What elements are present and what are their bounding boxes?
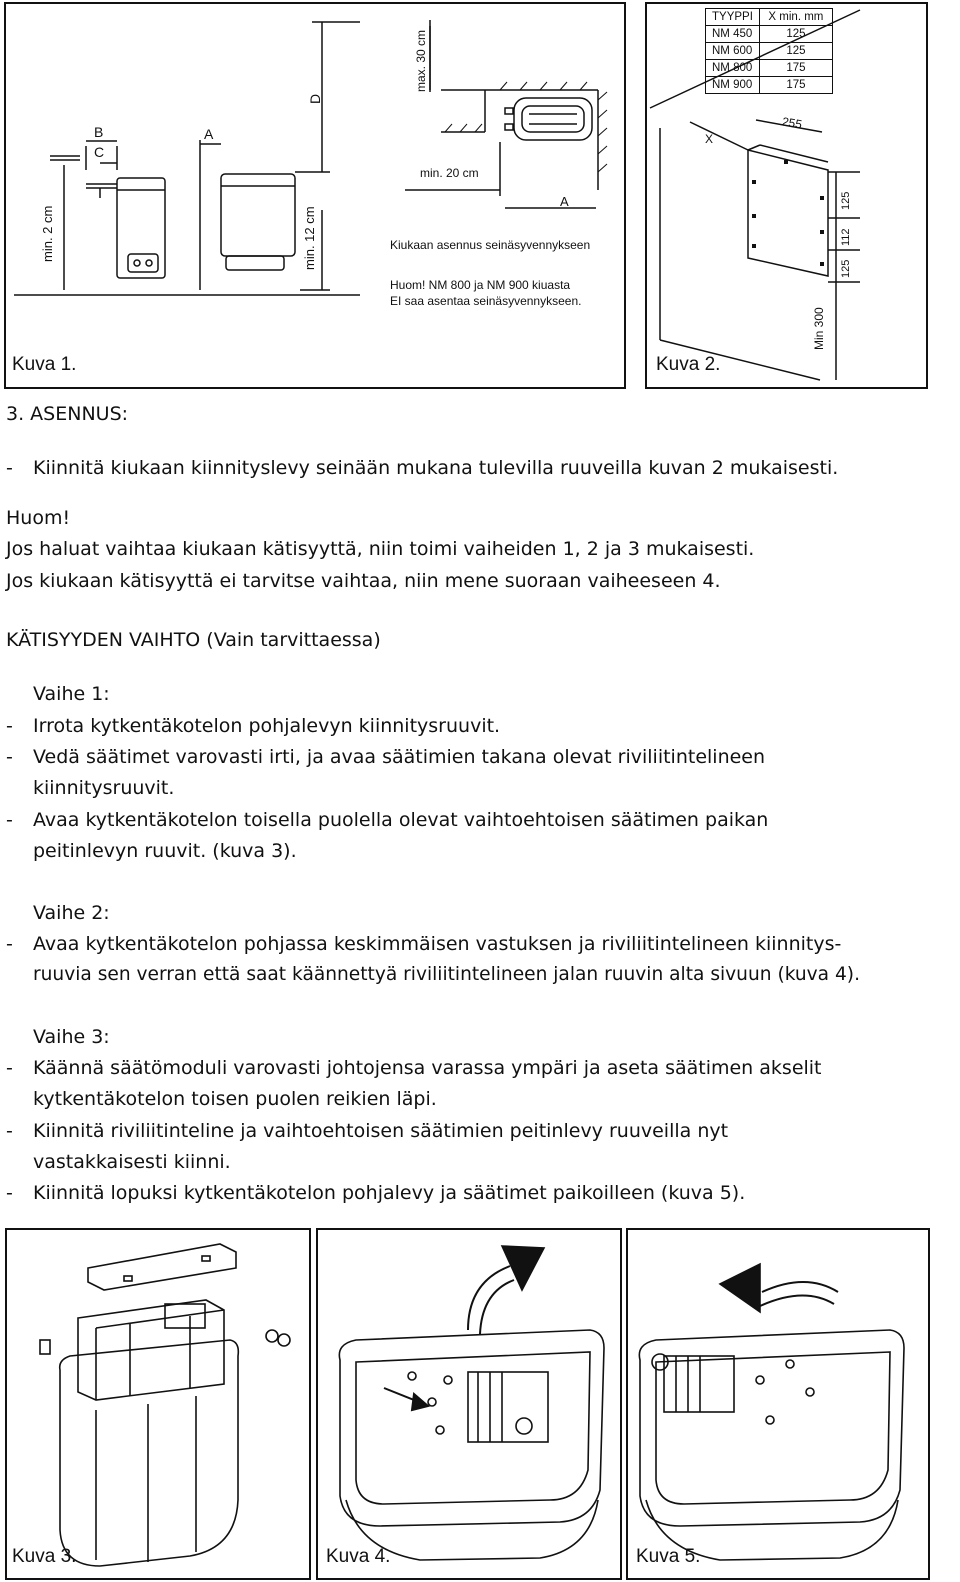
phase-3-step-2b: vastakkaisesti kiinni. [33,1151,231,1173]
dim-min300-label: Min 300 [812,307,826,350]
phase-3-step-2a: Kiinnitä riviliitinteline ja vaihtoehtoisen säätimien peitinlevy ruuveilla nyt [33,1120,729,1142]
figure-4-panel [316,1228,622,1580]
figure-2-caption: Kuva 2. [656,354,721,375]
bullet-dash: - [6,933,13,955]
dim-min2-label: min. 2 cm [40,205,55,262]
figure-5-caption: Kuva 5. [636,1546,701,1567]
wall-recess-title: Kiukaan asennus seinäsyvennykseen [390,238,591,252]
bullet-dash: - [6,1120,13,1142]
phase-1-title: Vaihe 1: [33,683,110,705]
dim-255-label: 255 [780,114,804,132]
table-row: NM 800 175 [706,60,833,77]
dim-c-label: C [94,144,105,160]
bullet-dash: - [6,457,13,479]
phase-2-step-1a: Avaa kytkentäkotelon pohjassa keskimmäisen vastuksen ja riviliitintelineen kiinnitys- [33,933,842,955]
wall-recess-note-1: Huom! NM 800 ja NM 900 kiuasta [390,278,571,292]
phase-3-step-3: Kiinnitä lopuksi kytkentäkotelon pohjalevy ja säätimet paikoilleen (kuva 5). [33,1182,746,1204]
dim-b-label: B [94,124,104,140]
dim-x-label: X [705,132,714,146]
table-row: NM 900 175 [706,77,833,94]
dim-min20-label: min. 20 cm [420,166,479,180]
handedness-title: KÄTISYYDEN VAIHTO (Vain tarvittaessa) [6,629,381,651]
phase-3-step-1a: Käännä säätömoduli varovasti johtojensa varassa ympäri ja aseta säätimen akselit [33,1057,822,1079]
figure-5-panel [626,1228,930,1580]
table-header-xmin: X min. mm [759,9,832,26]
bullet-dash: - [6,1057,13,1079]
bullet-dash: - [6,1182,13,1204]
dim-125-bottom-label: 125 [840,259,852,278]
wall-recess-note-2: EI saa asentaa seinäsyvennykseen. [390,294,582,308]
note-title: Huom! [6,507,71,529]
phase-1-step-3a: Avaa kytkentäkotelon toisella puolella olevat vaihtoehtoisen säätimen paikan [33,809,769,831]
figure-4-caption: Kuva 4. [326,1546,391,1567]
dim-a2-label: A [560,194,569,209]
x-min-table [705,8,833,94]
phase-2-title: Vaihe 2: [33,902,110,924]
section-title: 3. ASENNUS: [6,403,129,425]
table-row: NM 450 125 [706,26,833,43]
figure-3-panel [5,1228,311,1580]
dim-d-label: D [307,93,323,104]
install-step: Kiinnitä kiukaan kiinnityslevy seinään mukana tulevilla ruuveilla kuvan 2 mukaisesti. [33,457,839,479]
note-line-1: Jos haluat vaihtaa kiukaan kätisyyttä, niin toimi vaiheiden 1, 2 ja 3 mukaisesti. [6,538,755,560]
note-line-2: Jos kiukaan kätisyyttä ei tarvitse vaihtaa, niin mene suoraan vaiheeseen 4. [6,570,721,592]
table-header-type: TYYPPI [706,9,760,26]
phase-1-step-1: Irrota kytkentäkotelon pohjalevyn kiinnitysruuvit. [33,715,501,737]
phase-3-title: Vaihe 3: [33,1026,110,1048]
phase-1-step-2b: kiinnitysruuvit. [33,777,175,799]
phase-1-step-2a: Vedä säätimet varovasti irti, ja avaa säätimien takana olevat riviliitintelineen [33,746,766,768]
figure-1-caption: Kuva 1. [12,354,77,375]
dim-125-top-label: 125 [840,191,852,210]
table-row: NM 600 125 [706,43,833,60]
phase-3-step-1b: kytkentäkotelon toisen puolen reikien läpi. [33,1088,437,1110]
dim-min12-label: min. 12 cm [302,206,317,270]
dim-112-label: 112 [840,228,852,246]
bullet-dash: - [6,715,13,737]
dim-max30-label: max. 30 cm [414,29,428,92]
phase-2-step-1b: ruuvia sen verran että saat käännettyä riviliitintelineen jalan ruuvin alta sivuun (kuva 4). [33,964,860,985]
bullet-dash: - [6,809,13,831]
figure-3-caption: Kuva 3. [12,1546,77,1567]
figure-1-panel [4,2,626,389]
dim-a-label: A [204,126,214,142]
phase-1-step-3b: peitinlevyn ruuvit. (kuva 3). [33,840,297,862]
bullet-dash: - [6,746,13,768]
